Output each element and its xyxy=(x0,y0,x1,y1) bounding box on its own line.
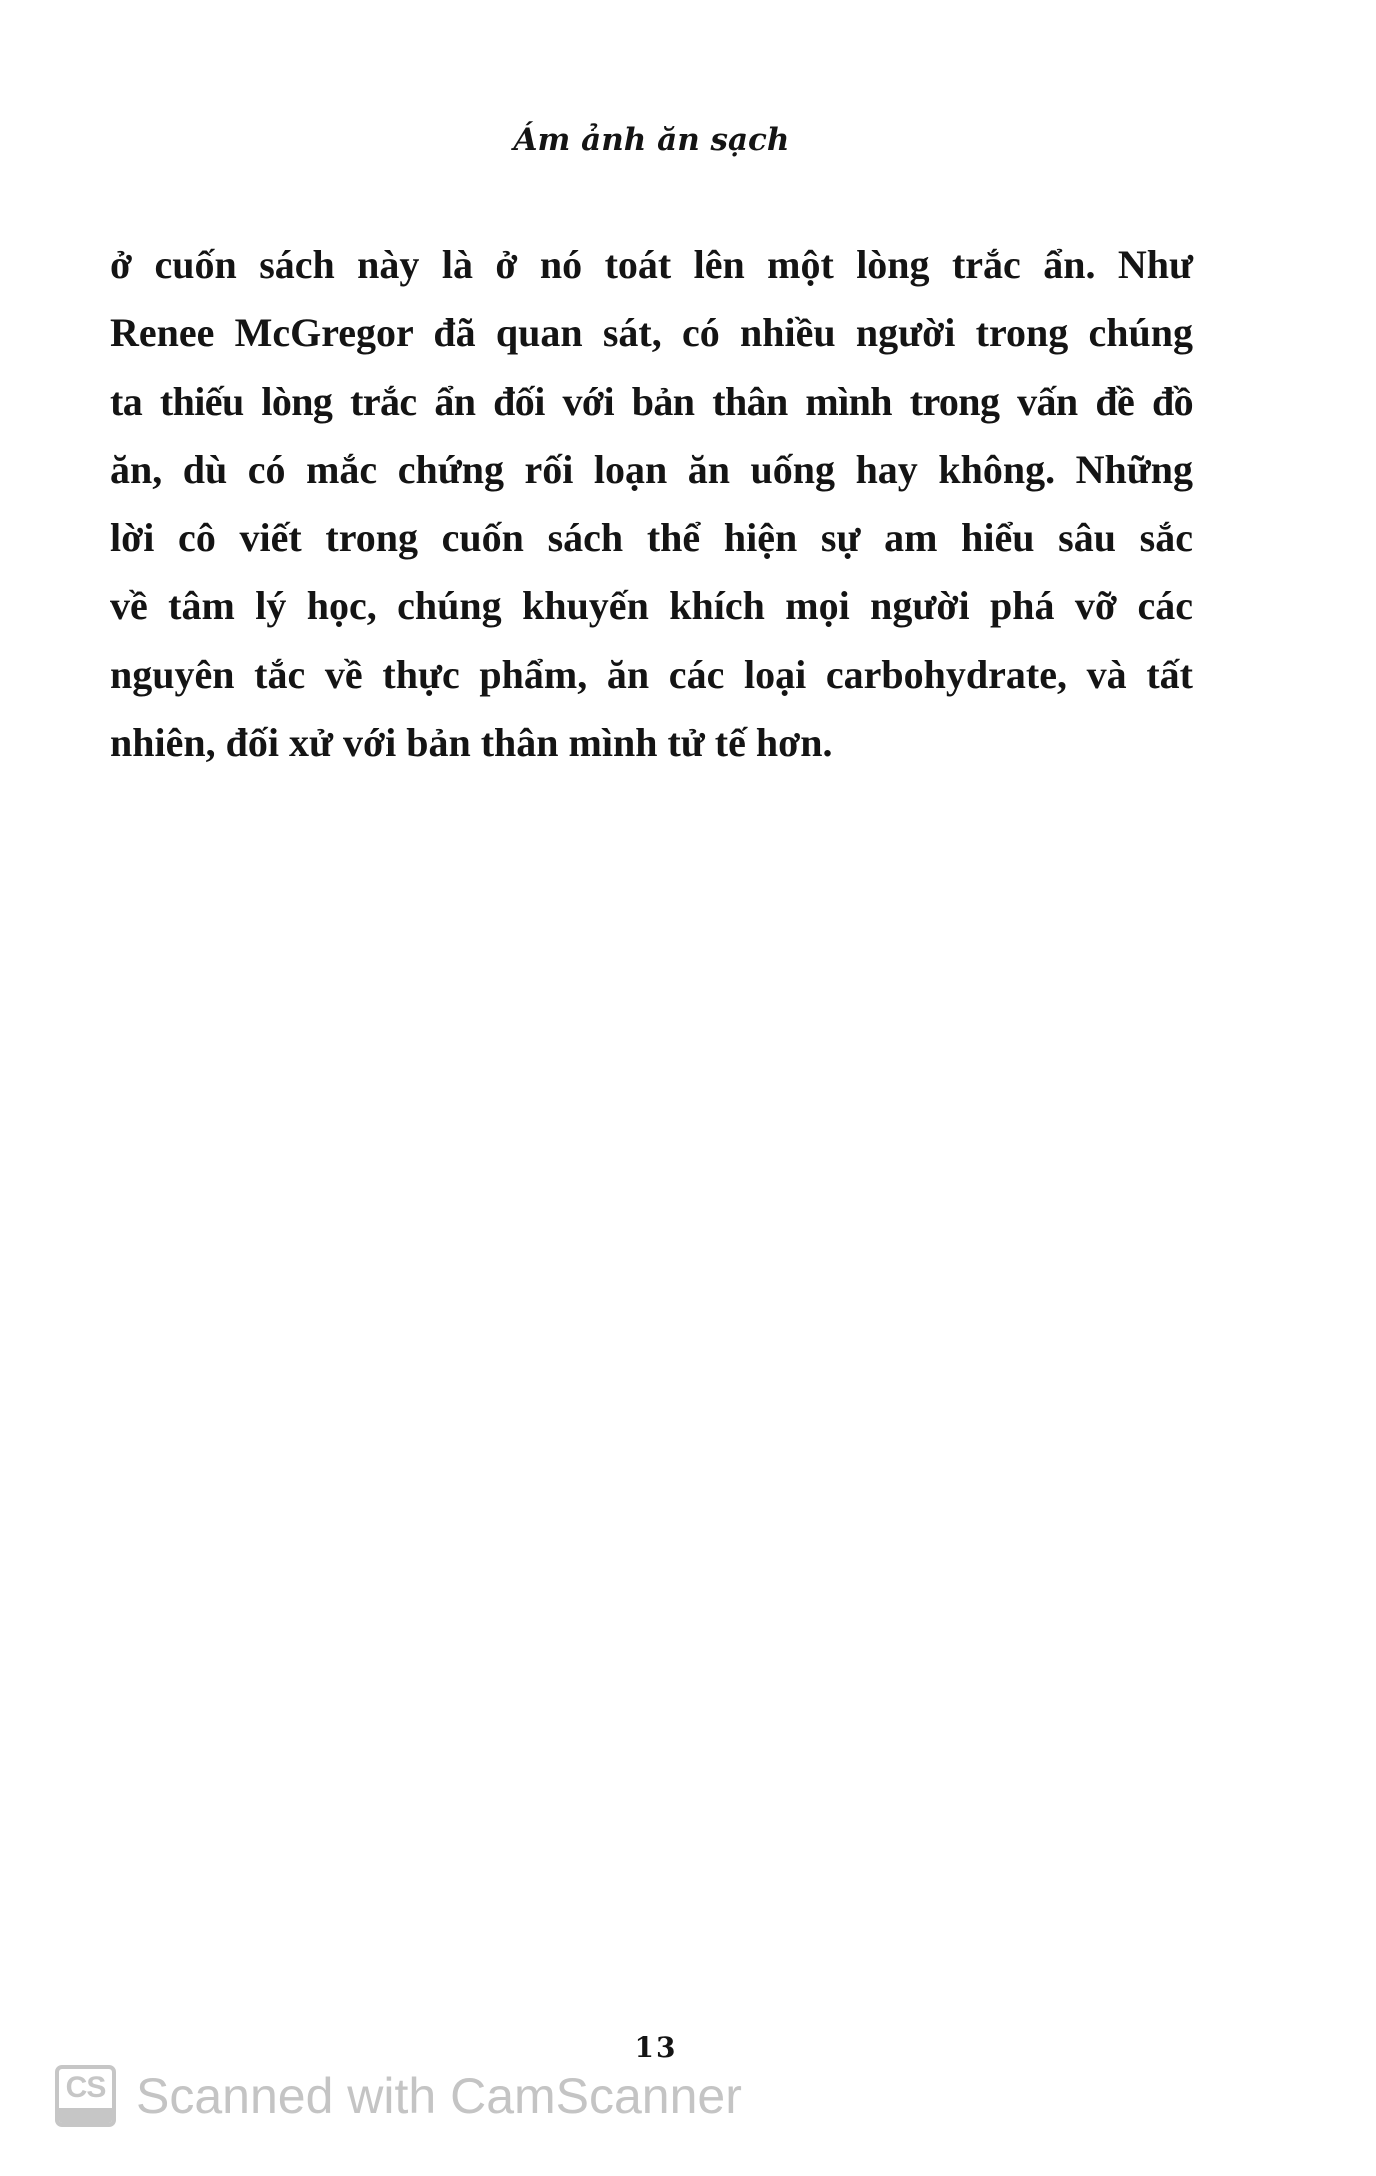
text-line: ăn, dù có mắc chứng rối loạn ăn uống hay không. Những xyxy=(110,446,1193,492)
camscanner-watermark xyxy=(55,2065,742,2127)
logo-band xyxy=(59,2108,112,2123)
text-line: nhiên, đối xử với bản thân mình tử tế hơn. xyxy=(110,720,833,766)
camscanner-logo-icon xyxy=(55,2065,116,2127)
text-line: về tâm lý học, chúng khuyến khích mọi người phá vỡ các xyxy=(110,583,1193,629)
text-line: ở cuốn sách này là ở nó toát lên một lòng trắc ẩn. Như xyxy=(110,242,1193,287)
logo-letters: CS xyxy=(65,2071,106,2104)
text-line: nguyên tắc về thực phẩm, ăn các loại carbohydrate, và tất xyxy=(110,651,1193,697)
body-paragraph xyxy=(110,240,1193,786)
text-line: Renee McGregor đã quan sát, có nhiều người trong chúng xyxy=(110,310,1193,356)
watermark-text: Scanned with CamScanner xyxy=(136,2068,742,2124)
page-number: 13 xyxy=(634,2031,678,2064)
text-line: lời cô viết trong cuốn sách thể hiện sự am hiểu sâu sắc xyxy=(110,515,1193,561)
text-line: ta thiếu lòng trắc ẩn đối với bản thân mình trong vấn đề đồ xyxy=(110,378,1193,424)
running-head-title: Ám ảnh ăn sạch xyxy=(513,122,790,158)
